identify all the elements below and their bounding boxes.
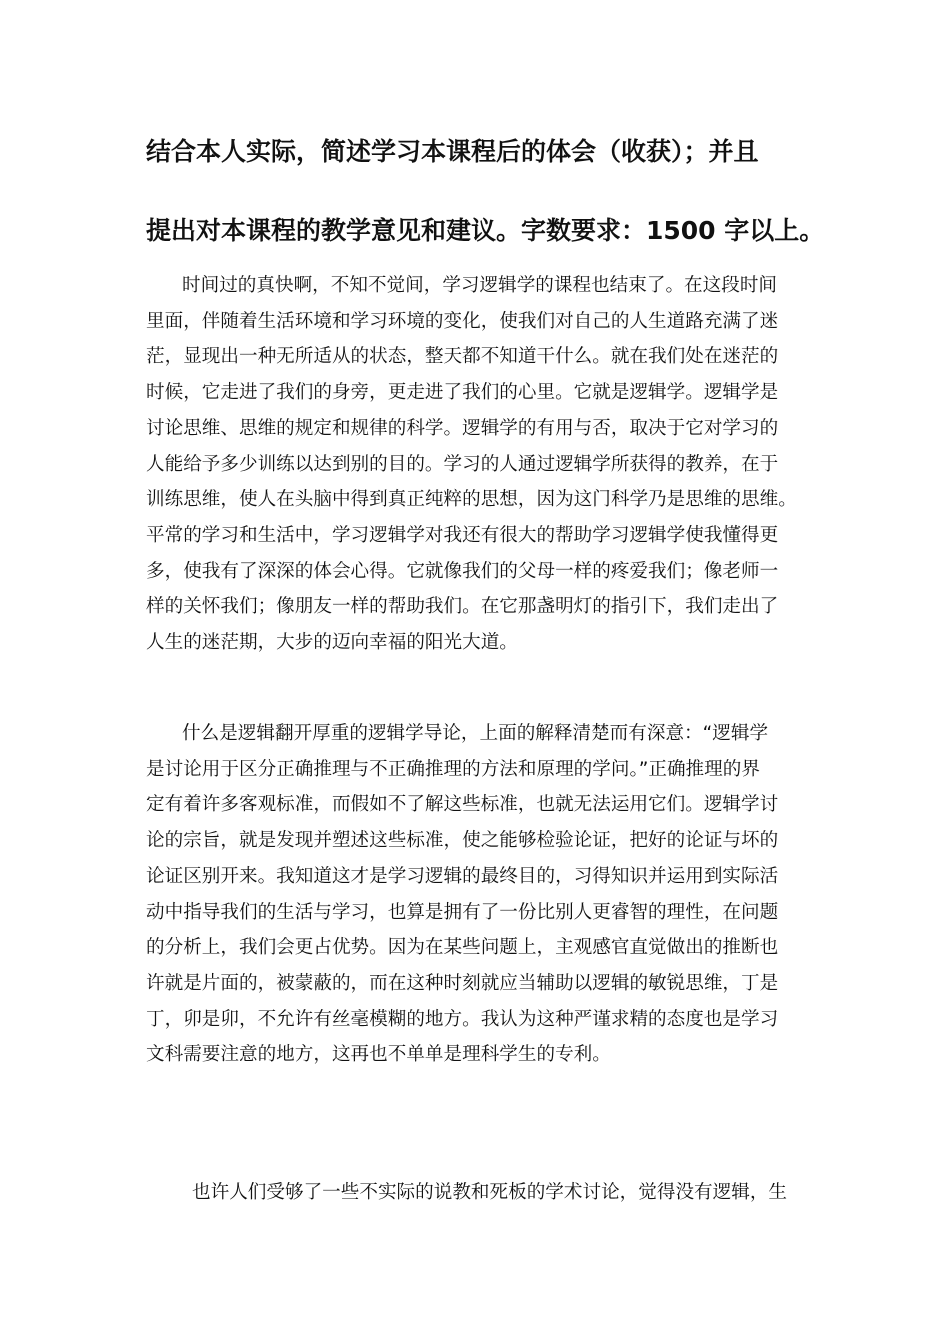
paragraph-1 [146,268,808,661]
paragraph-2 [146,716,808,1073]
essay-prompt-line-2: 提出对本课程的教学意见和建议。字数要求：1500 字以上。 [146,216,825,245]
paragraph-line: 里面，伴随着生活环境和学习环境的变化，使我们对自己的人生道路充满了迷 [146,310,779,332]
paragraph-line: 文科需要注意的地方，这再也不单单是理科学生的专利。 [146,1044,611,1066]
paragraph-line: 人生的迷茫期，大步的迈向幸福的阳光大道。 [146,632,518,654]
paragraph-3 [146,1175,808,1211]
paragraph-line: 时候，它走进了我们的身旁，更走进了我们的心里。它就是逻辑学。逻辑学是 [146,382,779,404]
paragraph-line: 时间过的真快啊，不知不觉间，学习逻辑学的课程也结束了。在这段时间 [182,275,778,296]
paragraph-line: 是讨论用于区分正确推理与不正确推理的方法和原理的学问。”正确推理的界 [146,758,760,780]
paragraph-line: 论证区别开来。我知道这才是学习逻辑的最终目的，习得知识并运用到实际活 [146,865,779,887]
paragraph-line: 丁，卯是卯，不允许有丝毫模糊的地方。我认为这种严谨求精的态度也是学习 [146,1008,779,1030]
paragraph-line: 也许人们受够了一些不实际的说教和死板的学术讨论，觉得没有逻辑，生 [192,1182,788,1203]
paragraph-line: 定有着许多客观标准，而假如不了解这些标准，也就无法运用它们。逻辑学讨 [146,794,779,816]
paragraph-line: 的分析上，我们会更占优势。因为在某些问题上，主观感官直觉做出的推断也 [146,937,779,959]
paragraph-line: 什么是逻辑翻开厚重的逻辑学导论，上面的解释清楚而有深意：“逻辑学 [182,723,769,744]
paragraph-line: 论的宗旨，就是发现并塑述这些标准，使之能够检验论证，把好的论证与坏的 [146,830,779,852]
paragraph-line: 多，使我有了深深的体会心得。它就像我们的父母一样的疼爱我们；像老师一 [146,560,779,582]
paragraph-line: 训练思维，使人在头脑中得到真正纯粹的思想，因为这门科学乃是思维的思维。 [146,489,797,511]
paragraph-line: 许就是片面的，被蒙蔽的，而在这种时刻就应当辅助以逻辑的敏锐思维，丁是 [146,972,779,994]
paragraph-line: 平常的学习和生活中，学习逻辑学对我还有很大的帮助学习逻辑学使我懂得更 [146,524,779,546]
paragraph-line: 茫，显现出一种无所适从的状态，整天都不知道干什么。就在我们处在迷茫的 [146,346,779,368]
essay-prompt-line-1: 结合本人实际，简述学习本课程后的体会（收获）；并且 [146,137,759,166]
paragraph-line: 人能给予多少训练以达到别的目的。学习的人通过逻辑学所获得的教养，在于 [146,453,779,475]
paragraph-line: 样的关怀我们；像朋友一样的帮助我们。在它那盏明灯的指引下，我们走出了 [146,596,779,618]
paragraph-line: 讨论思维、思维的规定和规律的科学。逻辑学的有用与否，取决于它对学习的 [146,417,779,439]
paragraph-line: 动中指导我们的生活与学习，也算是拥有了一份比别人更睿智的理性，在问题 [146,901,779,923]
